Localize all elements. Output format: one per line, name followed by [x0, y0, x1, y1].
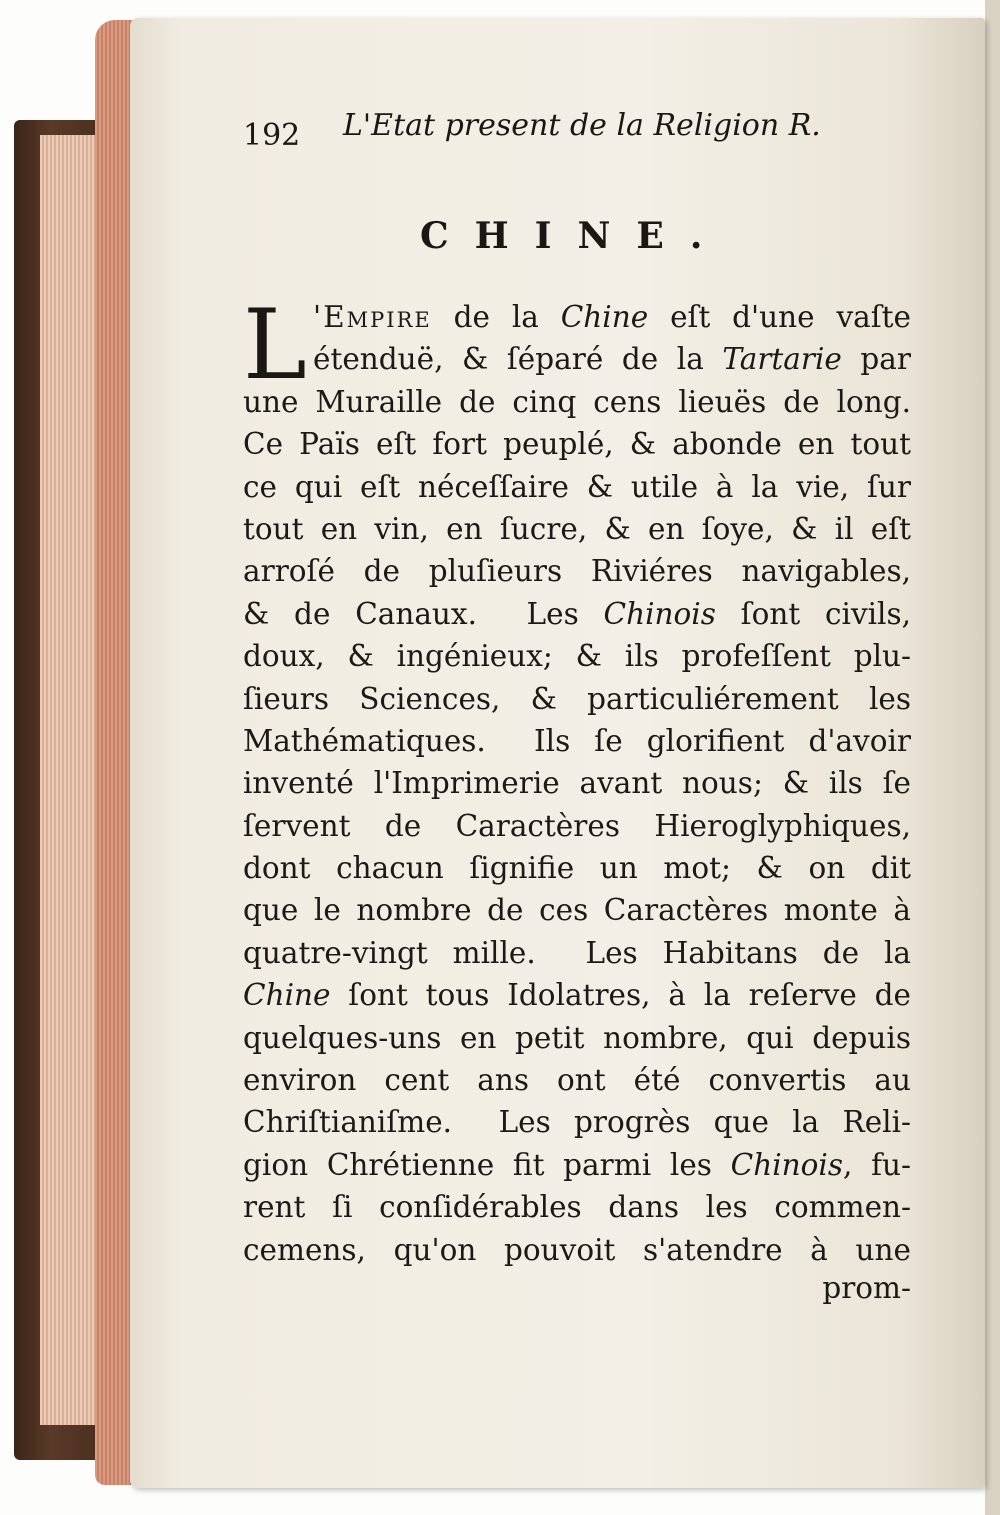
line-text: 'Empire	[313, 300, 432, 334]
text-line	[243, 550, 911, 592]
italic-text: Chinois	[730, 1147, 843, 1182]
text-line	[243, 466, 911, 508]
text-line	[243, 847, 911, 889]
body-text	[243, 289, 912, 1305]
line-text: par	[841, 342, 911, 377]
line-text: ſont tous Idolatres, à la reſerve de	[330, 978, 911, 1013]
line-text: étenduë, & ſéparé de la	[313, 342, 723, 377]
text-line	[243, 1017, 911, 1059]
text-line	[243, 678, 911, 720]
catchword: prom-	[822, 1270, 911, 1305]
line-text: inventé l'Imprimerie avant nous; & ils ſe	[243, 766, 911, 801]
line-text: ſont civils,	[715, 596, 912, 631]
italic-text: Chine	[560, 300, 649, 334]
text-line	[243, 508, 911, 550]
line-text: & de Canaux. Les	[243, 596, 604, 631]
text-line	[243, 1101, 911, 1143]
line-text: tout en vin, en ſucre, & en ſoye, & il eſt	[243, 511, 911, 546]
text-line	[243, 1229, 911, 1271]
text-line	[243, 1144, 911, 1186]
text-lines	[243, 289, 912, 1271]
drop-cap: L	[243, 289, 307, 401]
text-line	[243, 338, 911, 380]
line-text: quelques-uns en petit nombre, qui depuis	[243, 1020, 911, 1055]
line-text: cemens, qu'on pouvoit s'atendre à une	[243, 1232, 911, 1267]
line-text: que le nombre de ces Caractères monte à	[243, 893, 911, 928]
line-text: de la	[431, 300, 561, 334]
facing-page-edge	[985, 0, 1000, 1515]
line-text: rent ſi conſidérables dans les commen-	[243, 1190, 911, 1225]
page-number: 192	[243, 118, 301, 153]
text-line	[243, 720, 911, 762]
line-text: Mathématiques. Ils ſe glorifient d'avoir	[243, 723, 911, 758]
line-text: ce qui eſt néceſſaire & utile à la vie, ſur	[243, 469, 911, 504]
line-text: Chriſtianiſme. Les progrès que la Reli-	[243, 1105, 911, 1140]
text-line	[243, 296, 911, 338]
line-text: ſieurs Sciences, & particuliérement les	[243, 681, 911, 716]
line-text: eſt d'une vaſte	[648, 300, 911, 334]
line-text: , fu-	[843, 1147, 912, 1182]
text-line	[243, 1059, 911, 1101]
line-text: dont chacun ſignifie un mot; & on dit	[243, 851, 911, 886]
line-text: environ cent ans ont été convertis au	[243, 1063, 911, 1098]
italic-text: Tartarie	[722, 342, 842, 377]
line-text: gion Chrétienne fit parmi les	[243, 1147, 731, 1182]
running-title: L'Etat present de la Religion R.	[343, 108, 821, 143]
text-line	[243, 805, 911, 847]
text-line	[243, 889, 911, 931]
line-text: doux, & ingénieux; & ils profeſſent plu-	[243, 639, 911, 674]
text-line	[243, 635, 911, 677]
italic-text: Chine	[243, 978, 331, 1013]
line-text: arroſé de pluſieurs Riviéres navigables,	[243, 554, 911, 589]
line-text: Ce Païs eſt fort peuplé, & abonde en tout	[243, 427, 911, 462]
text-line	[243, 593, 911, 635]
line-text: quatre-vingt mille. Les Habitans de la	[243, 935, 911, 970]
text-line	[243, 974, 911, 1016]
text-line	[243, 1186, 911, 1228]
section-title: CHINE.	[420, 215, 729, 257]
text-line	[243, 423, 911, 465]
italic-text: Chinois	[603, 596, 716, 631]
line-text: une Muraille de cinq cens lieuës de long.	[243, 384, 911, 419]
text-line	[243, 762, 911, 804]
text-line	[243, 932, 911, 974]
text-line	[243, 381, 911, 423]
line-text: ſervent de Caractères Hieroglyphiques,	[243, 808, 911, 843]
